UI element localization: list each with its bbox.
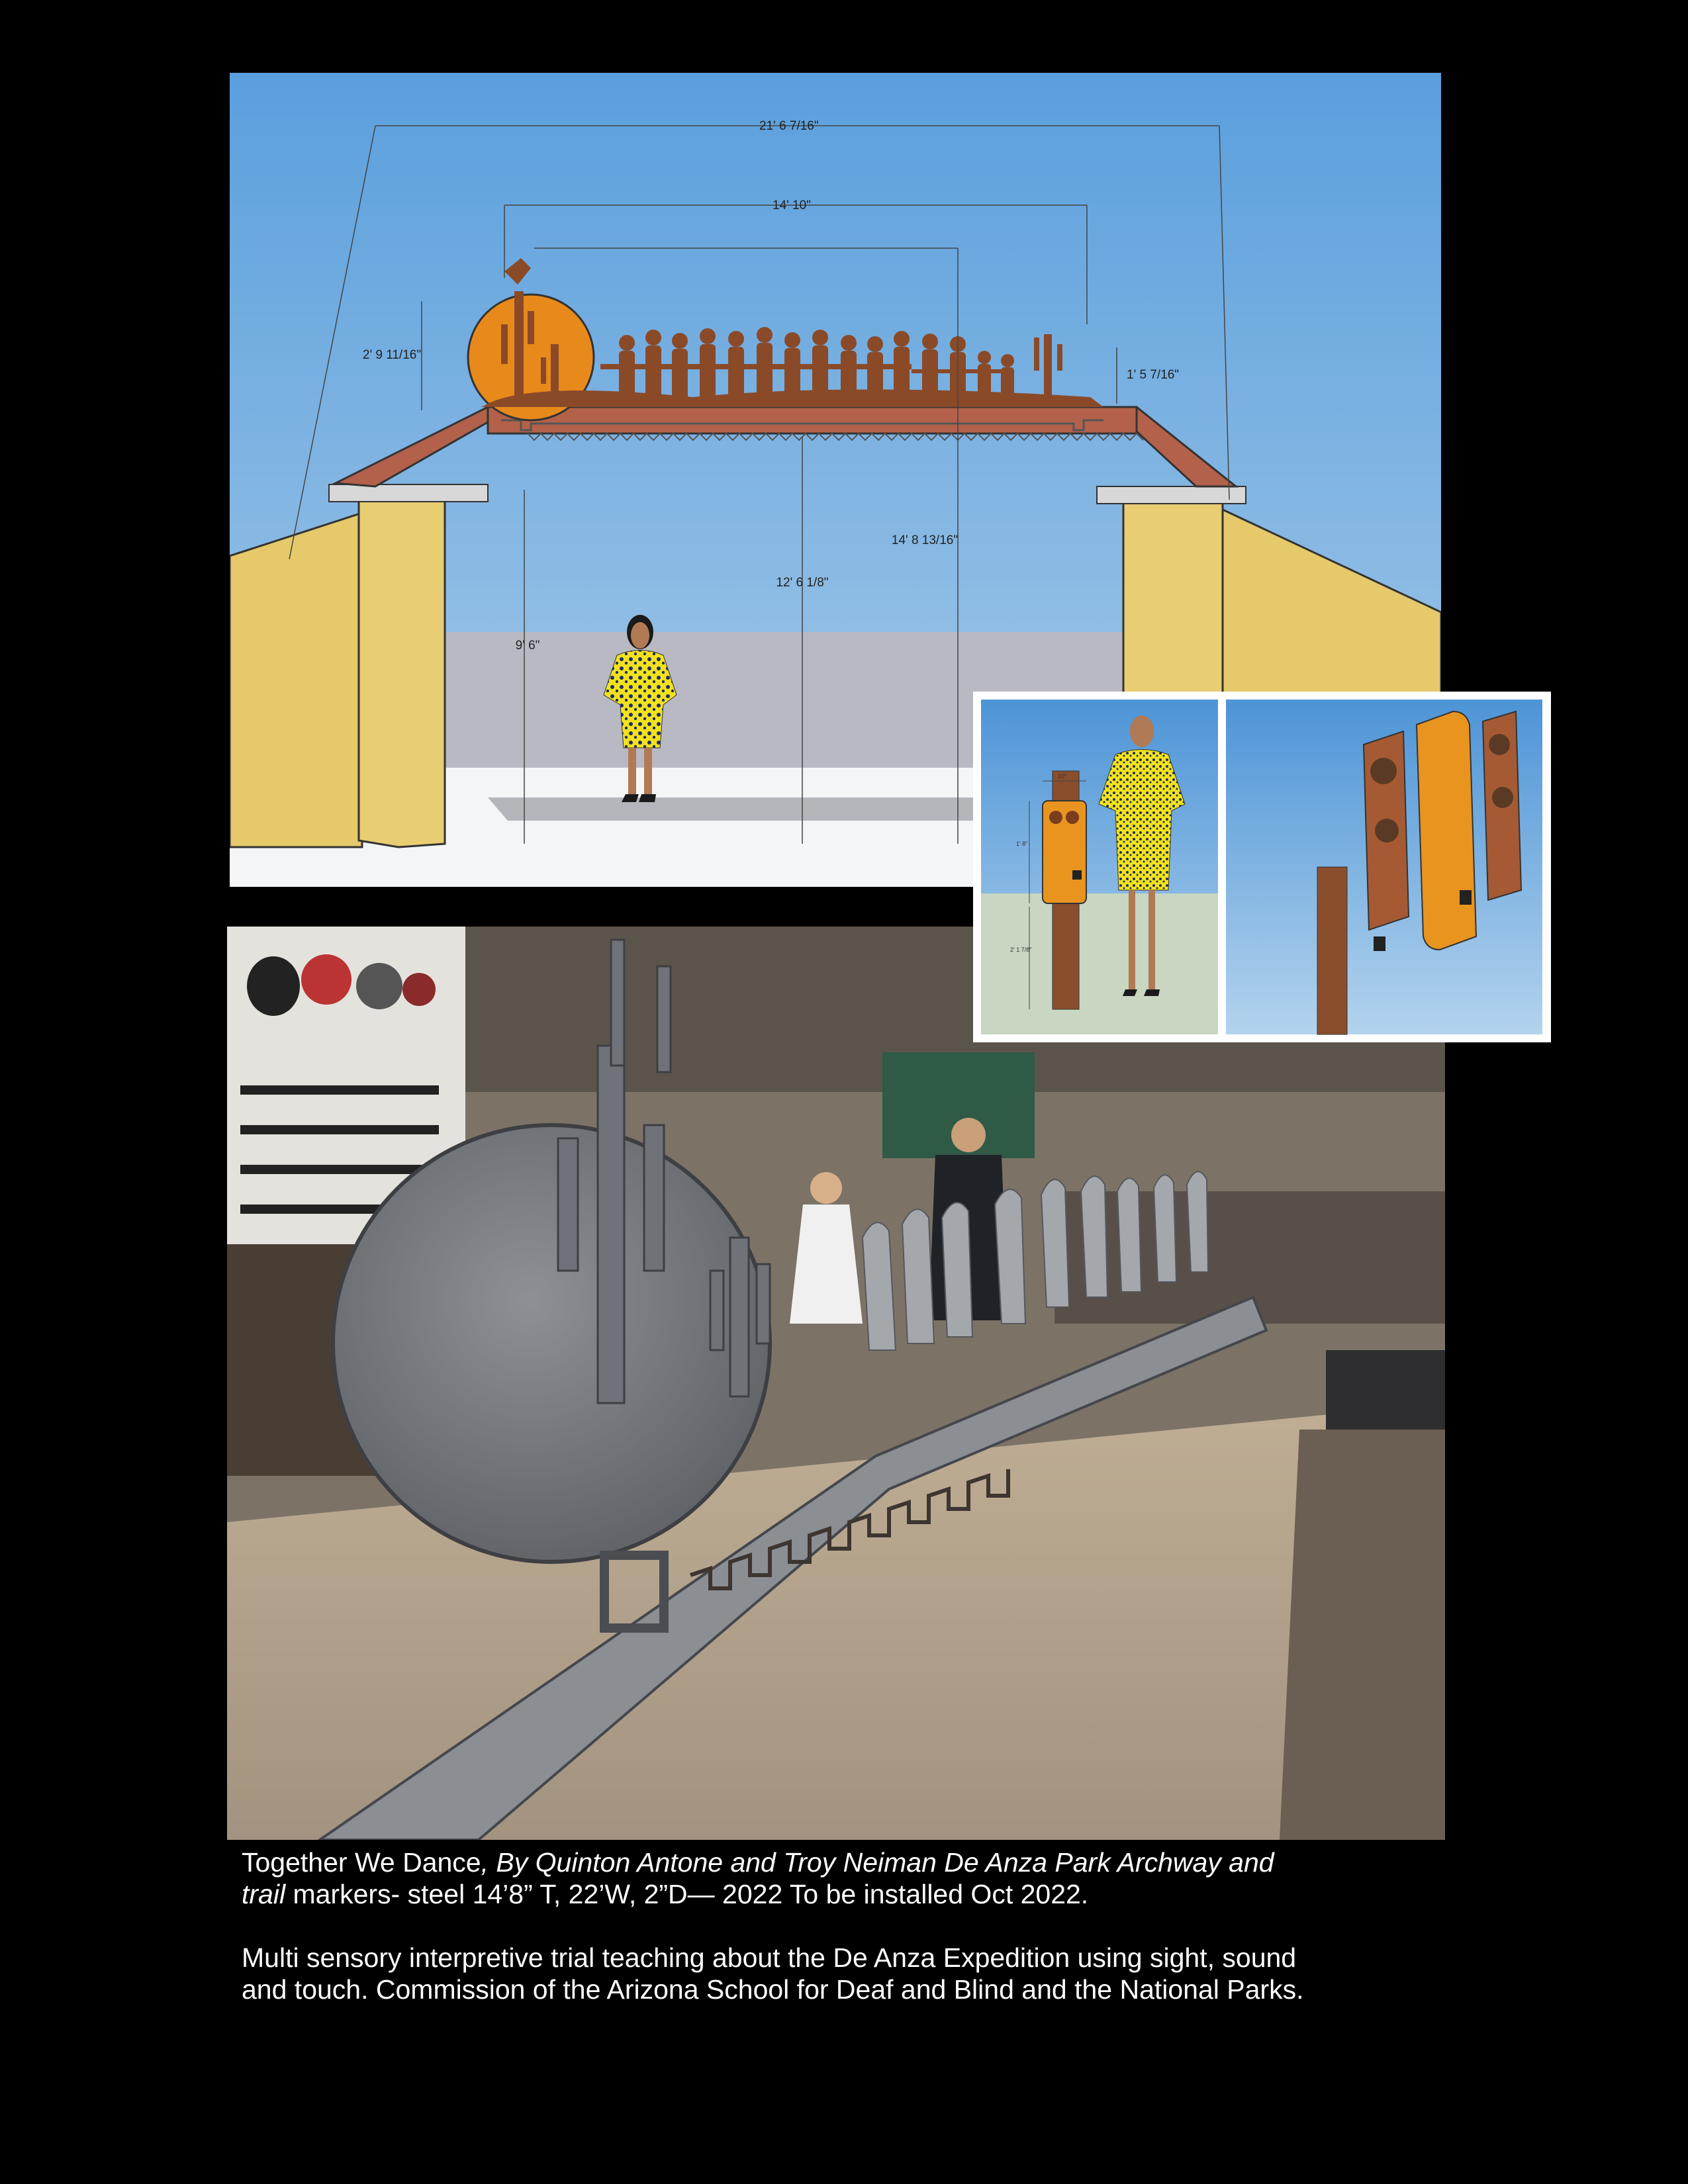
artwork-credit-cont: trail — [242, 1879, 286, 1909]
marker-scale-rendering — [981, 700, 1218, 1034]
lintel — [488, 407, 1137, 433]
artwork-credit: , By Quinton Antone and Troy Neiman De Anza Park Archway and — [481, 1847, 1274, 1878]
overall-width-label: 21' 6 7/16" — [759, 119, 819, 133]
artwork-specs: markers- steel 14’8” T, 22’W, 2”D— 2022 To be installed Oct 2022. — [285, 1879, 1089, 1909]
workshop-photo-drawing — [227, 927, 1445, 1840]
caption-line-1 — [242, 1846, 1473, 1878]
trail-marker-inset — [973, 692, 1551, 1042]
description-line-2: and touch. Commission of the Arizona School for Deaf and Blind and the National Parks. — [242, 1974, 1304, 2005]
workshop-photo — [227, 927, 1445, 1840]
total-height-label: 14' 8 13/16" — [891, 533, 959, 547]
right-plate — [1280, 1430, 1445, 1840]
caption-line-2 — [242, 1878, 1473, 1910]
marker-post-height-label: 2' 1 7/8" — [1010, 946, 1032, 953]
trail-marker-inset-drawing — [973, 692, 1551, 1042]
left-column — [359, 496, 445, 847]
right-cap — [1097, 486, 1246, 504]
description-line-1: Multi sensory interpretive trial teaching about the De Anza Expedition using sight, sound — [242, 1942, 1297, 1973]
caption — [242, 1846, 1473, 2005]
marker-top-width-label: 10" — [1058, 773, 1067, 780]
inner-width-label: 14' 10" — [773, 199, 811, 212]
steel-sun-disc — [333, 1125, 770, 1562]
marker-parts-rendering — [1226, 700, 1542, 1034]
sculpture-left-height-label: 2' 9 11/16" — [362, 348, 422, 362]
marker-sign-height-label: 1' 8" — [1016, 841, 1028, 847]
column-height-label: 9' 6" — [515, 639, 540, 653]
clear-height-label: 12' 6 1/8" — [776, 576, 829, 590]
artwork-title: Together We Dance — [242, 1847, 481, 1878]
left-wall — [230, 513, 362, 847]
sculpture-right-height-label: 1' 5 7/16" — [1127, 368, 1180, 382]
shadow — [488, 797, 1017, 821]
left-cap — [329, 484, 488, 502]
